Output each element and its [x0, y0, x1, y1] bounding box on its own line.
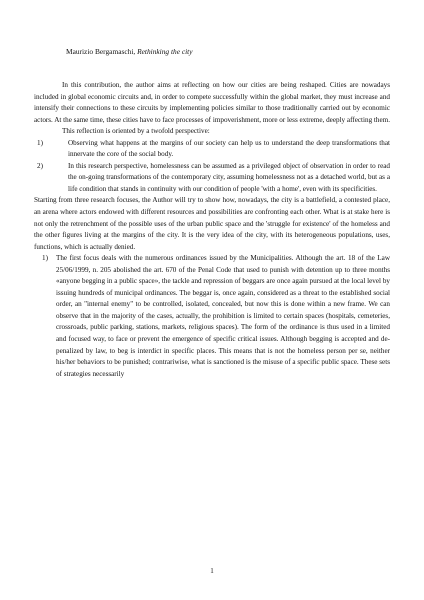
list-item — [34, 253, 390, 380]
list-number: 2) — [37, 161, 43, 170]
perspective-paragraph: This reflection is oriented by a twofold perspective: — [62, 127, 210, 136]
paper-heading — [66, 47, 193, 56]
list-text: The first focus deals with the numerous ordinances issued by the Municipalities. Although the art. 18 of the Law 25/06/1999, n. 205 abolished the art. 670 of the Penal Code that used to punish with detention up to three months «anyone begging in a public space», the tackle and repression of beggars are once again pursued at the local level by issuing hundreds of municipal ordinances. The beggar is, once again, considered as a threat to the established social order, an "internal enemy" to be controlled, isolated, concealed, but now this is done within a new frame. We can observe that in the majority of the cases, actually, the prohibition is limited to certain spaces (hospitals, cemeteries, crossroads, public parking, stations, markets, religious spaces). The form of the ordinance is thus used in a limited and focused way, to face or prevent the emergence of specific critical issues. Although begging is accepted and de-penalized by law, to beg is interdict in specific places. This means that is not the homeless person per se, neither his/her behaviors to be punished; contrariwise, what is sanctioned is the misuse of a specific public space. These sets of strategies necessarily — [56, 254, 390, 378]
focus-list — [34, 253, 390, 380]
paper-title: Rethinking the city — [137, 47, 193, 56]
page-number: 1 — [210, 567, 214, 575]
list-text: Observing what happens at the margins of our society can help us to understand the deep transformations that innervate the core of the social body. — [68, 138, 390, 159]
list-item — [34, 161, 390, 196]
list-text: In this research perspective, homelessness can be assumed as a privileged object of observation in order to read the on-going transformations of the contemporary city, assuming homelessness not as a detached world, but as a life condition that stands in continuity with our condition of people 'with a home', even with its specificities. — [68, 161, 390, 193]
list-number: 1) — [37, 138, 43, 147]
intro-paragraph: In this contribution, the author aims at reflecting on how our cities are being reshaped. Cities are nowadays included in global economic circuits and, in order to compete successfully within the global market, they must increase and intensify their connections to these circuits by implementing policies similar to those traditionally carried out by economic actors. At the same time, these cities have to face processes of impoverishment, more or less extreme, deeply affecting them. — [34, 81, 390, 124]
author-name: Maurizio Bergamaschi, — [66, 47, 136, 56]
list-item — [34, 138, 390, 161]
research-paragraph: Starting from three research focuses, the Author will try to show how, nowadays, the city is a battlefield, a contested place, an arena where actors endowed with different resources and possibilities are confronting each other. What is at stake here is not only the retrenchment of the possible uses of the urban public space and the 'struggle for existence' of the homeless and the other figures living at the margins of the city. It is the very idea of the city, with its heterogeneous populations, uses, functions, which is actually denied. — [34, 196, 390, 251]
list-number: 1) — [42, 254, 48, 263]
perspective-list — [34, 138, 390, 196]
document-body — [34, 80, 390, 380]
